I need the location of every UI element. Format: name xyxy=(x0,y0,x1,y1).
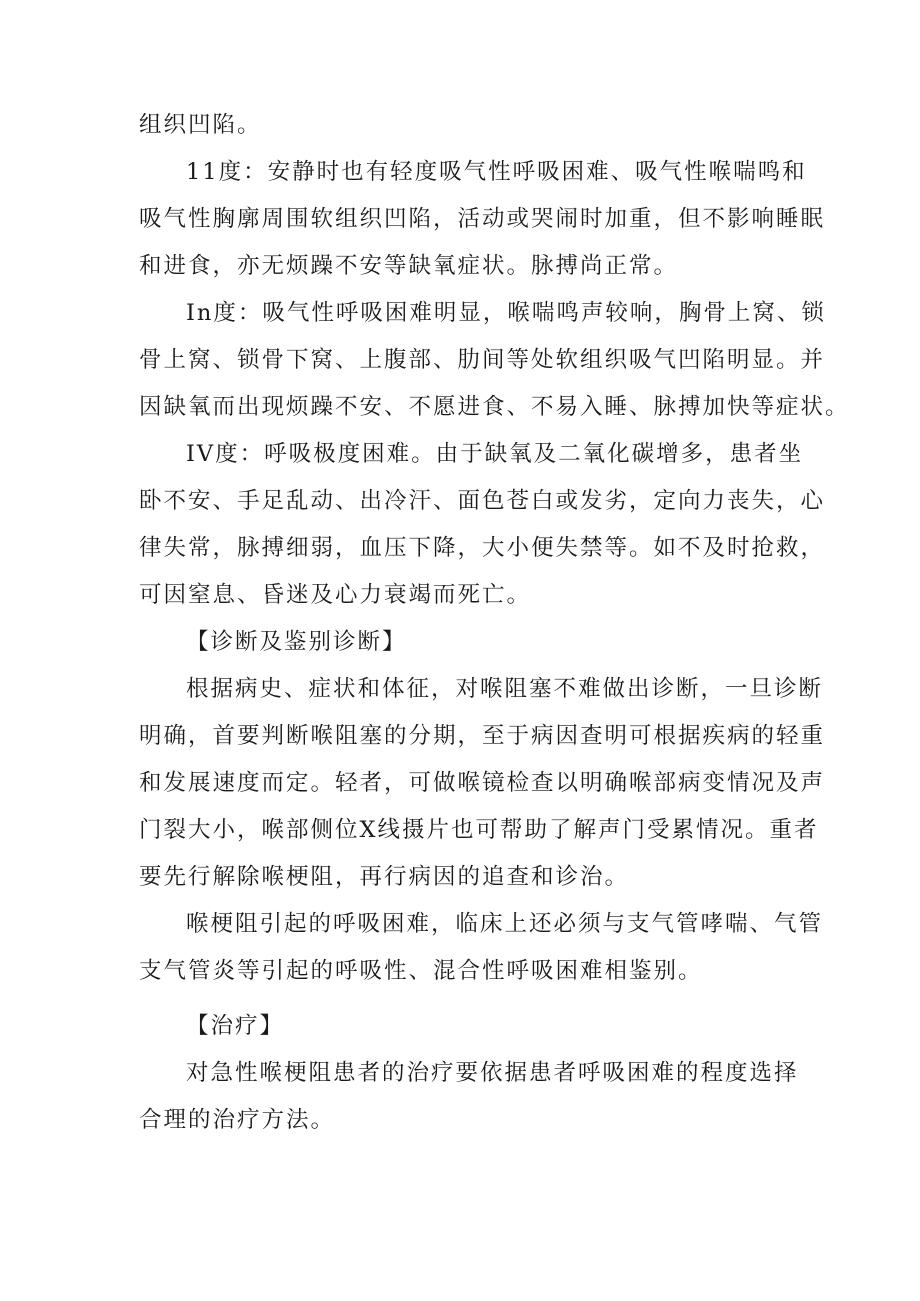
text-line: 骨上窝、锁骨下窝、上腹部、肋间等处软组织吸气凹陷明显。并 xyxy=(139,347,826,373)
text-line: 对急性喉梗阻患者的治疗要依据患者呼吸困难的程度选择 xyxy=(186,1060,799,1086)
paragraph-degree-4 xyxy=(0,431,920,619)
text-line: 卧不安、手足乱动、出冷汗、面色苍白或发劣，定向力丧失，心 xyxy=(139,488,826,514)
text-line: 要先行解除喉梗阻，再行病因的追查和诊治。 xyxy=(139,864,630,890)
text-line: 支气管炎等引起的呼吸性、混合性呼吸困难相鉴别。 xyxy=(139,958,703,984)
text-line: 11度：安静时也有轻度吸气性呼吸困难、吸气性喉喘鸣和 xyxy=(186,159,807,185)
paragraph-differential xyxy=(0,901,920,995)
text-line: IV度：呼吸极度困难。由于缺氧及二氧化碳增多，患者坐 xyxy=(186,441,804,467)
text-line: 和进食，亦无烦躁不安等缺氧症状。脉搏尚正常。 xyxy=(139,253,679,279)
text-line: 因缺氧而出现烦躁不安、不愿进食、不易入睡、脉搏加快等症状。 xyxy=(139,394,850,420)
text-line: 律失常，脉搏细弱，血压下降，大小便失禁等。如不及时抢救， xyxy=(139,535,826,561)
text-line: 组织凹陷。 xyxy=(139,112,262,138)
text-line: 和发展速度而定。轻者，可做喉镜检查以明确喉部病变情况及声 xyxy=(139,770,826,796)
section-heading-diagnosis xyxy=(0,619,920,666)
paragraph-continuation xyxy=(0,102,920,149)
section-heading-treatment xyxy=(0,1003,920,1050)
paragraph-degree-3 xyxy=(0,290,920,431)
heading-line: 【诊断及鉴别诊断】 xyxy=(186,629,407,655)
paragraph-treatment xyxy=(0,1050,920,1144)
text-line: 合理的治疗方法。 xyxy=(139,1107,336,1133)
text-line: 门裂大小，喉部侧位X线摄片也可帮助了解声门受累情况。重者 xyxy=(139,817,819,843)
text-line: In度：吸气性呼吸困难明显，喉喘鸣声较响，胸骨上窝、锁 xyxy=(186,300,826,326)
text-line: 可因窒息、昏迷及心力衰竭而死亡。 xyxy=(139,582,532,608)
text-line: 根据病史、症状和体征，对喉阻塞不难做出诊断，一旦诊断 xyxy=(186,676,824,702)
text-line: 明确，首要判断喉阻塞的分期，至于病因查明可根据疾病的轻重 xyxy=(139,723,826,749)
paragraph-degree-2 xyxy=(0,149,920,290)
paragraph-diagnosis xyxy=(0,666,920,901)
text-line: 喉梗阻引起的呼吸困难，临床上还必须与支气管哮喘、气管 xyxy=(186,911,824,937)
heading-line: 【治疗】 xyxy=(186,1013,285,1039)
text-line: 吸气性胸廓周围软组织凹陷，活动或哭闹时加重，但不影响睡眠 xyxy=(139,206,826,232)
